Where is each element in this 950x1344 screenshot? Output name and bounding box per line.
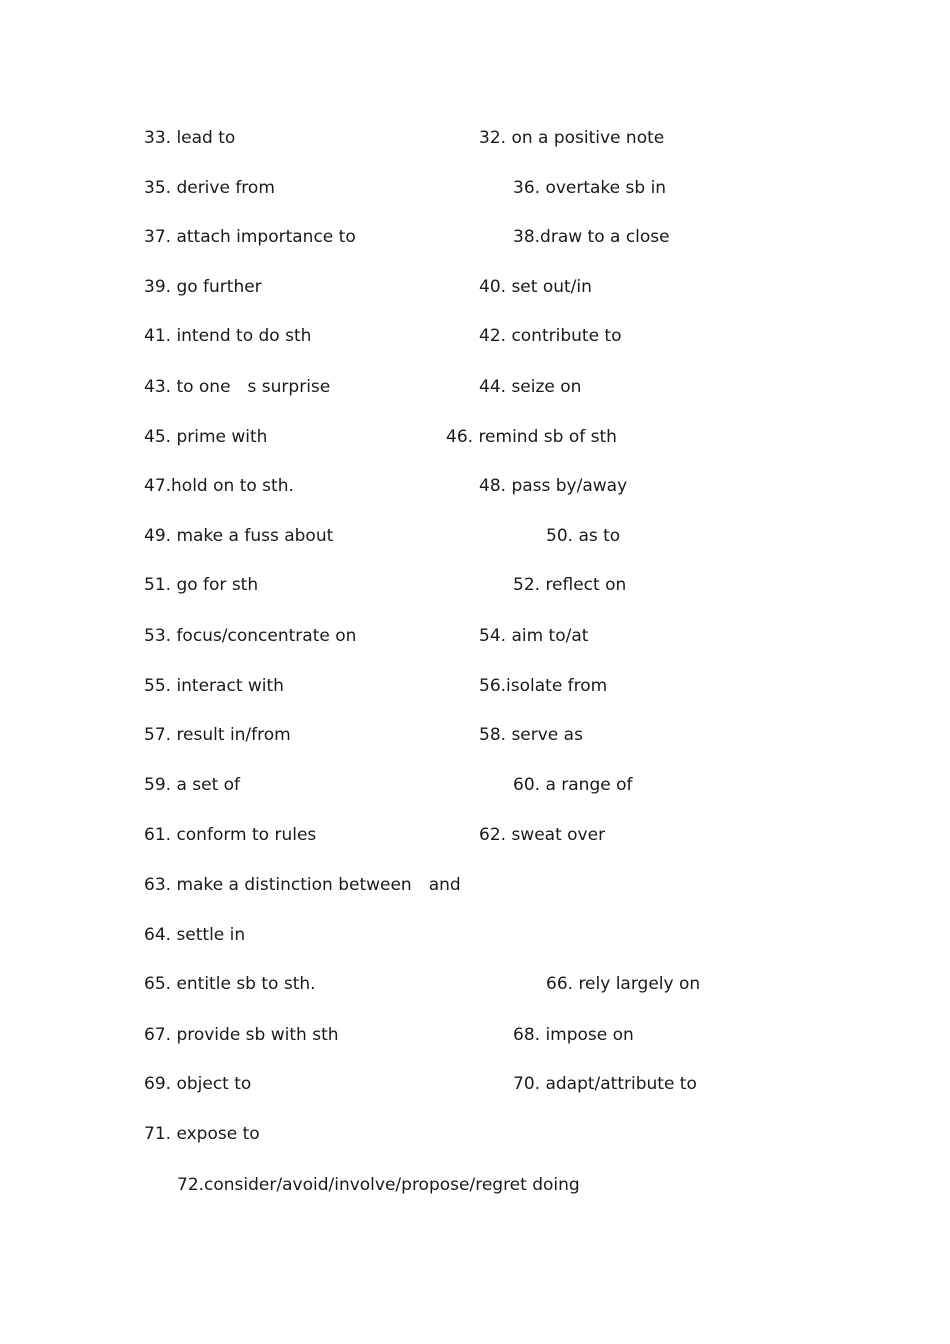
phrase-item: 69. object to [144, 1074, 252, 1094]
phrase-item: 49. make a fuss about [144, 526, 334, 546]
phrase-item: 72.consider/avoid/involve/propose/regret doing [177, 1175, 580, 1195]
phrase-item: 42. contribute to [479, 326, 622, 346]
phrase-item: 43. to one s surprise [144, 377, 331, 397]
phrase-item: 33. lead to [144, 128, 236, 148]
phrase-item: 44. seize on [479, 377, 582, 397]
phrase-item: 38.draw to a close [513, 227, 670, 247]
phrase-item: 56.isolate from [479, 676, 608, 696]
phrase-item: 41. intend to do sth [144, 326, 312, 346]
phrase-item: 63. make a distinction between and [144, 875, 461, 895]
phrase-item: 66. rely largely on [546, 974, 701, 994]
phrase-item: 50. as to [546, 526, 621, 546]
phrase-item: 58. serve as [479, 725, 583, 745]
phrase-item: 32. on a positive note [479, 128, 665, 148]
phrase-item: 53. focus/concentrate on [144, 626, 357, 646]
phrase-item: 40. set out/in [479, 277, 592, 297]
phrase-item: 62. sweat over [479, 825, 606, 845]
phrase-item: 64. settle in [144, 925, 246, 945]
phrase-item: 61. conform to rules [144, 825, 317, 845]
phrase-item: 39. go further [144, 277, 262, 297]
phrase-item: 46. remind sb of sth [446, 427, 617, 447]
phrase-item: 45. prime with [144, 427, 268, 447]
phrase-item: 48. pass by/away [479, 476, 628, 496]
phrase-item: 57. result in/from [144, 725, 291, 745]
phrase-item: 60. a range of [513, 775, 633, 795]
phrase-item: 71. expose to [144, 1124, 260, 1144]
phrase-item: 55. interact with [144, 676, 284, 696]
phrase-item: 70. adapt/attribute to [513, 1074, 697, 1094]
phrase-item: 68. impose on [513, 1025, 634, 1045]
phrase-item: 36. overtake sb in [513, 178, 667, 198]
phrase-item: 67. provide sb with sth [144, 1025, 339, 1045]
phrase-item: 37. attach importance to [144, 227, 356, 247]
phrase-item: 65. entitle sb to sth. [144, 974, 316, 994]
phrase-item: 59. a set of [144, 775, 241, 795]
phrase-item: 51. go for sth [144, 575, 259, 595]
phrase-item: 35. derive from [144, 178, 275, 198]
phrase-item: 47.hold on to sth. [144, 476, 294, 496]
phrase-item: 54. aim to/at [479, 626, 589, 646]
phrase-item: 52. reflect on [513, 575, 627, 595]
